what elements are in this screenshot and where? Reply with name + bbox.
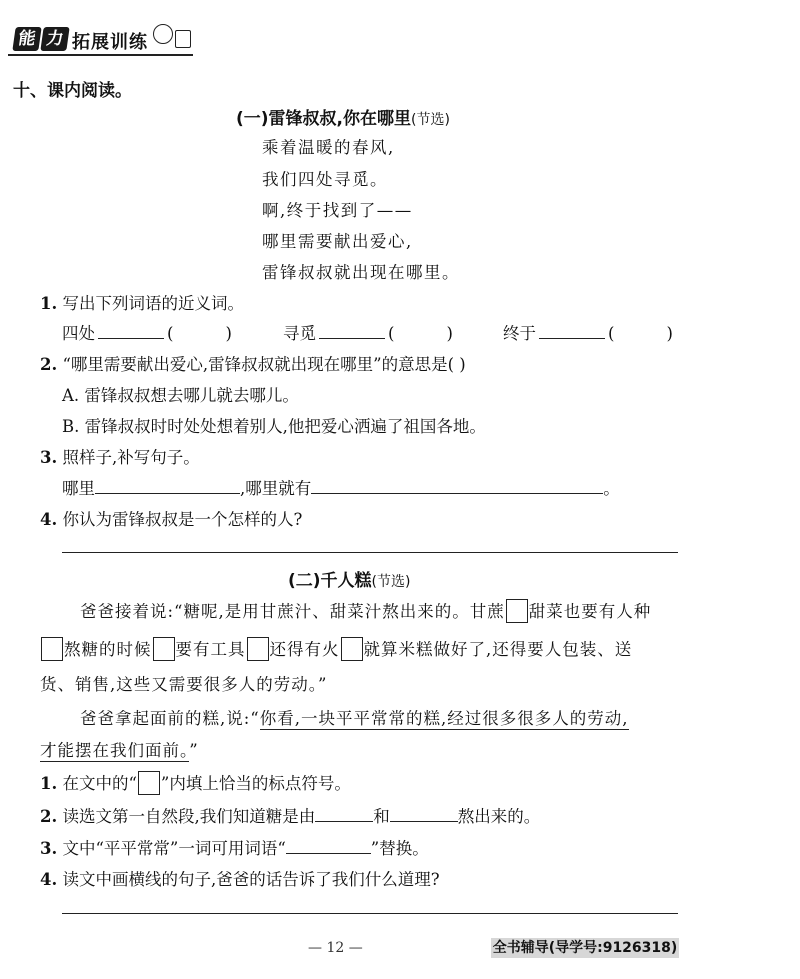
p2-q2-number: 2. <box>40 807 58 826</box>
dash-line <box>539 330 605 339</box>
punctuation-box-1[interactable] <box>506 599 528 623</box>
sentence-part-b: ,哪里就有 <box>240 479 312 498</box>
p2-para1-line1 <box>80 598 651 625</box>
underlined-sentence-part-1: 你看,一块平平常常的糕,经过很多很多人的劳动, <box>259 709 629 728</box>
p2-q1-number: 1. <box>40 774 58 793</box>
p1-q2-option-b[interactable]: B. 雷锋叔叔时时处处想着别人,他把爱心洒遍了祖国各地。 <box>62 417 486 436</box>
underlined-sentence-part-2: 才能摆在我们面前。 <box>40 741 190 760</box>
answer-blank-1[interactable] <box>95 477 240 494</box>
paren-close: ) <box>225 324 232 343</box>
guide-tag: 全书辅导(导学号:9126318) <box>492 940 678 956</box>
p2-question-2 <box>40 803 540 827</box>
p1-q2-text: “哪里需要献出爱心,雷锋叔叔就出现在哪里”的意思是( ) <box>62 355 466 374</box>
p2-q1-text-b: ”内填上恰当的标点符号。 <box>160 774 351 793</box>
synonym-word: 四处 <box>62 324 95 343</box>
para1-segment: 要有工具 <box>175 640 246 659</box>
p2-q4-text: 读文中画横线的句子,爸爸的话告诉了我们什么道理? <box>62 870 440 889</box>
p2-question-3 <box>40 835 429 859</box>
punctuation-box-3[interactable] <box>153 637 175 661</box>
p1-q3-number: 3. <box>40 448 58 467</box>
paren-open: ( <box>608 324 615 343</box>
paren-close: ) <box>446 324 453 343</box>
answer-line-p1-q4[interactable] <box>62 552 678 553</box>
p1-q4-number: 4. <box>40 510 58 529</box>
p1-question-2 <box>40 351 466 375</box>
synonym-item-1 <box>62 320 232 344</box>
paren-open: ( <box>388 324 395 343</box>
punctuation-box-5[interactable] <box>341 637 363 661</box>
p2-q2-text-b: 和 <box>373 807 390 826</box>
dash-line <box>319 330 385 339</box>
p2-q2-text-c: 熬出来的。 <box>457 807 541 826</box>
part1-title-text: (一)雷锋叔叔,你在哪里 <box>236 109 411 129</box>
p1-q1-number: 1. <box>40 294 58 313</box>
p2-q3-text-a: 文中“平平常常”一词可用词语“ <box>62 839 286 858</box>
badge-char-2: 力 <box>40 27 69 51</box>
banner-title: 拓展训练 <box>72 32 148 53</box>
poem-line-5: 雷锋叔叔就出现在哪里。 <box>262 263 460 282</box>
synonym-item-3 <box>503 320 673 344</box>
section-title: 十、课内阅读。 <box>13 81 132 101</box>
p1-q1-text: 写出下列词语的近义词。 <box>62 294 244 313</box>
p1-question-1 <box>40 290 244 314</box>
p2-para1-line3: 货、销售,这些又需要很多人的劳动。” <box>40 675 328 694</box>
banner-underline <box>8 54 193 56</box>
para2-lead: 爸爸拿起面前的糕,说:“ <box>80 709 260 728</box>
synonym-word: 终于 <box>503 324 536 343</box>
poem-line-2: 我们四处寻觅。 <box>262 170 388 189</box>
poem-line-4: 哪里需要献出爱心, <box>262 232 413 251</box>
punctuation-box-4[interactable] <box>247 637 269 661</box>
p2-q1-text-a: 在文中的“ <box>62 774 137 793</box>
answer-line-p2-q4[interactable] <box>62 913 678 914</box>
punctuation-box-2[interactable] <box>41 637 63 661</box>
part1-title <box>236 104 450 129</box>
page-number: — 12 — <box>308 940 363 956</box>
paren-close: ) <box>666 324 673 343</box>
answer-blank[interactable] <box>286 837 371 854</box>
para1-segment: 甜菜也要有人种 <box>528 602 652 621</box>
part2-note: (节选) <box>371 574 411 590</box>
sentence-part-a: 哪里 <box>62 479 95 498</box>
paren-open: ( <box>167 324 174 343</box>
p2-q2-text-a: 读选文第一自然段,我们知道糖是由 <box>62 807 316 826</box>
section-banner <box>8 22 193 56</box>
book-icon <box>175 30 191 48</box>
para1-segment: 熬糖的时候 <box>64 640 152 659</box>
dash-line <box>98 330 164 339</box>
part1-note: (节选) <box>411 112 450 128</box>
badge-char-1: 能 <box>12 27 41 51</box>
synonym-item-2 <box>283 320 453 344</box>
para1-segment: 就算米糕做好了,还得要人包装、送 <box>363 640 633 659</box>
answer-blank-2[interactable] <box>311 477 603 494</box>
p2-para2-line2 <box>40 737 199 761</box>
box-symbol <box>138 771 160 795</box>
p2-q3-text-b: ”替换。 <box>370 839 429 858</box>
poem-line-1: 乘着温暖的春风, <box>262 138 395 157</box>
p1-q2-number: 2. <box>40 355 58 374</box>
p2-question-1 <box>40 770 351 797</box>
p1-question-4 <box>40 506 302 530</box>
p2-q4-number: 4. <box>40 870 58 889</box>
poem-line-3: 啊,终于找到了—— <box>262 201 413 220</box>
part2-title <box>288 566 410 591</box>
reading-child-icon <box>153 24 173 44</box>
synonym-word: 寻觅 <box>283 324 316 343</box>
part2-title-text: (二)千人糕 <box>288 571 372 591</box>
p1-q3-sentence <box>62 475 620 499</box>
p1-question-3 <box>40 444 200 468</box>
answer-blank-1[interactable] <box>315 805 373 822</box>
para1-segment: 还得有火 <box>269 640 340 659</box>
p1-q2-option-a[interactable]: A. 雷锋叔叔想去哪儿就去哪儿。 <box>62 386 299 405</box>
p2-para2-line1 <box>80 705 629 729</box>
answer-blank-2[interactable] <box>390 805 458 822</box>
para2-tail: ” <box>189 741 199 760</box>
p2-q3-number: 3. <box>40 839 58 858</box>
p1-q4-text: 你认为雷锋叔叔是一个怎样的人? <box>62 510 303 529</box>
p1-q3-text: 照样子,补写句子。 <box>62 448 200 467</box>
para1-segment: 爸爸接着说:“糖呢,是用甘蔗汁、甜菜汁熬出来的。甘蔗 <box>80 602 505 621</box>
sentence-part-c: 。 <box>603 479 620 498</box>
p2-para1-line2 <box>40 636 632 663</box>
p2-question-4 <box>40 866 440 890</box>
